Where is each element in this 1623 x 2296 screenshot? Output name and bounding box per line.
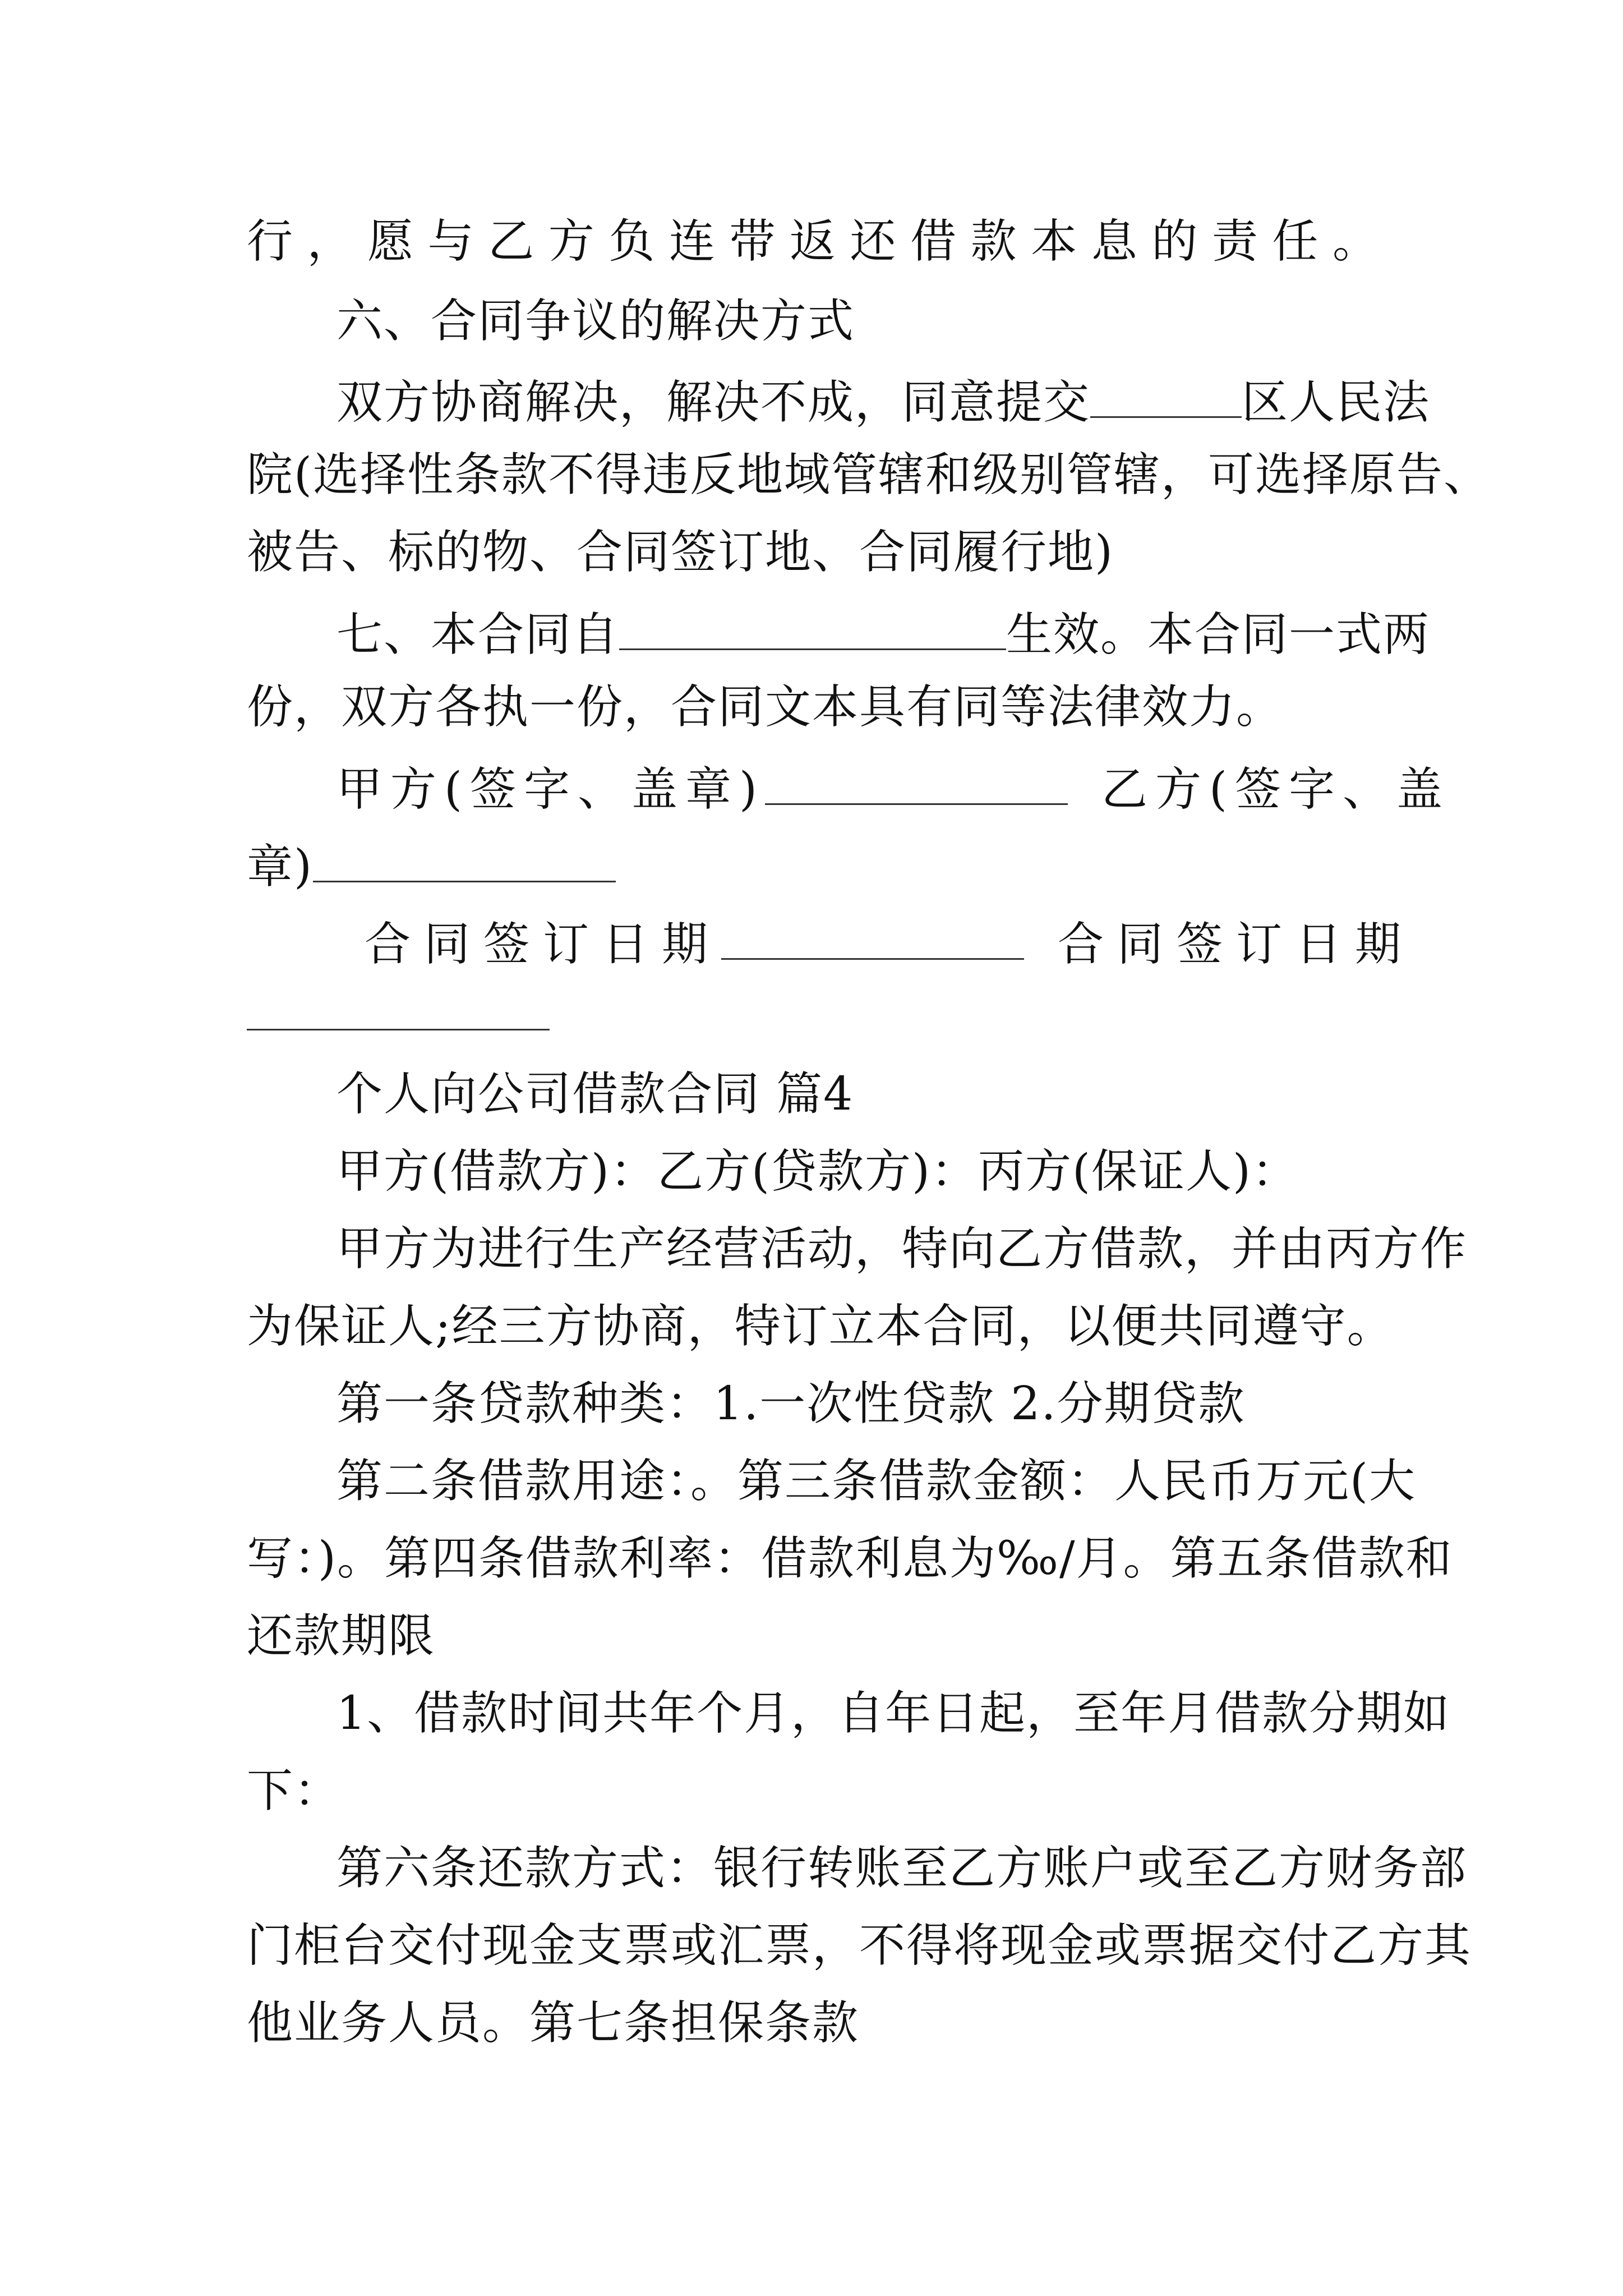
text-span: 个人向公司借款合同 篇4 (336, 1068, 854, 1121)
text-span: 双方协商解决，解决不成，同意提交 (336, 375, 1091, 429)
fill-in-blank (765, 762, 1068, 805)
text-span: 合同签订日期 (1058, 917, 1415, 971)
text-span: 他业务人员。第七条担保条款 (247, 1996, 860, 2050)
text-line (336, 1145, 1299, 1198)
text-line (336, 375, 1431, 429)
signature-line (336, 762, 1450, 816)
text-span: 区人民法 (1242, 375, 1431, 429)
text-line (336, 1455, 1416, 1508)
section-title (336, 1068, 854, 1121)
text-span: 六、合同争议的解决方式 (336, 295, 855, 348)
text-span: 生效。本合同一式两 (1006, 608, 1431, 661)
text-line (247, 1300, 1394, 1353)
text-line (336, 607, 1431, 661)
text-line (247, 1764, 342, 1818)
text-span: 份，双方各执一份，合同文本具有同等法律效力。 (247, 680, 1284, 734)
text-span: 乙方(签字、盖 (1101, 762, 1450, 816)
text-span: 门柜台交付现金支票或汇票，不得将现金或票据交付乙方其 (247, 1919, 1472, 1972)
text-span: 1、借款时间共年个月，自年日起，至年月借款分期如 (336, 1687, 1451, 1740)
fill-in-blank (313, 839, 616, 882)
text-span: 七、本合同自 (336, 608, 620, 661)
fill-in-blank (619, 607, 1006, 650)
text-span: 院(选择性条款不得违反地域管辖和级别管辖，可选择原告、 (247, 448, 1491, 501)
fill-in-blank (721, 917, 1024, 960)
fill-in-blank (1090, 375, 1242, 418)
text-line (247, 1996, 860, 2050)
text-span: 行，愿与乙方负连带返还借款本息的责任。 (247, 215, 1380, 268)
text-span: 甲方(借款方)：乙方(贷款方)：丙方(保证人)： (336, 1145, 1299, 1198)
text-span: 为保证人;经三方协商，特订立本合同，以便共同遵守。 (247, 1300, 1394, 1353)
text-span: 合同签订日期 (365, 917, 722, 971)
text-line (247, 680, 1284, 734)
text-span: 写：)。第四条借款利率：借款利息为‰/月。第五条借款和 (247, 1532, 1453, 1585)
text-span: 第二条借款用途：。第三条借款金额：人民币万元(大 (336, 1455, 1416, 1508)
text-span: 还款期限 (247, 1609, 436, 1663)
text-span: 甲方为进行生产经营活动，特向乙方借款，并由丙方作 (336, 1222, 1468, 1276)
text-line (336, 1222, 1468, 1276)
text-line (247, 448, 1491, 501)
text-line (247, 1919, 1472, 1972)
text-span: 第六条还款方式：银行转账至乙方账户或至乙方财务部 (336, 1842, 1468, 1895)
fill-in-blank (247, 1029, 550, 1030)
text-line (247, 1609, 436, 1663)
signature-line (247, 839, 616, 894)
text-line (336, 1377, 1246, 1430)
section-heading (336, 295, 855, 348)
text-span: 第一条贷款种类：1.一次性贷款 2.分期贷款 (336, 1377, 1246, 1430)
text-span: 下： (247, 1764, 342, 1818)
text-span: 甲方(签字、盖章) (336, 762, 765, 816)
text-line (336, 1842, 1468, 1895)
text-line (247, 526, 1114, 579)
text-span: 章) (247, 840, 313, 894)
text-line (247, 1532, 1453, 1585)
text-span: 被告、标的物、合同签订地、合同履行地) (247, 526, 1114, 579)
text-line (247, 215, 1380, 268)
date-line (365, 917, 1415, 971)
text-line (336, 1687, 1451, 1740)
